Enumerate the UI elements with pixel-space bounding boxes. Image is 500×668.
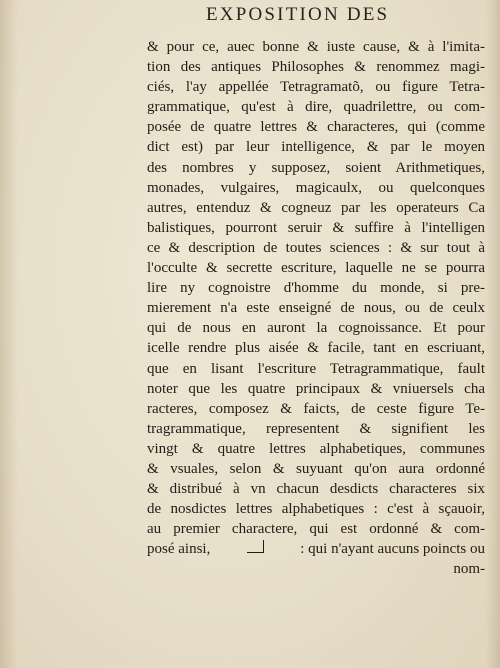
- text-line: racteres, composez & faicts, de ceste figure Te-: [147, 400, 485, 417]
- text-line: icelle rendre plus aisée & facile, tant en escriuant,: [147, 340, 485, 357]
- text-line: vingt & quatre lettres alphabetiques, communes: [147, 440, 485, 457]
- text-line: autres, entenduz & cogneuz par les operateurs Ca: [147, 199, 485, 216]
- text-line: mierement n'a este enseigné de nous, ou de ceulx: [147, 300, 485, 317]
- text-line: noter que les quatre principaux & vniuersels cha: [147, 380, 485, 397]
- text-line: balistiques, pourront seruir & suffire à l'intelligen: [147, 219, 485, 236]
- text-after-figure: : qui n'ayant aucuns poincts ou: [300, 541, 485, 558]
- text-line: & pour ce, auec bonne & iuste cause, & à l'imita-: [147, 39, 485, 55]
- text-line: des nombres y supposez, soient Arithmetiques,: [147, 159, 485, 176]
- text-line: ce & description de toutes sciences : & sur tout à: [147, 239, 485, 256]
- text-line: au premier charactere, qui est ordonné & com-: [147, 521, 485, 538]
- text-line-with-figure: [147, 539, 485, 559]
- text-line: dict est) par leur intelligence, & par le moyen: [147, 139, 485, 156]
- text-line: ciés, l'ay appellée Tetragramatõ, ou figure Tetra-: [147, 79, 485, 96]
- text-line: grammatique, qu'est à dire, quadrilettre, ou com-: [147, 99, 485, 116]
- text-line: & vsuales, selon & suyuant qu'on aura ordonné: [147, 460, 485, 477]
- tetragrammatic-character-icon: [247, 540, 264, 553]
- text-line: tragrammatique, representent & signifient les: [147, 420, 485, 437]
- body-text: [147, 37, 485, 580]
- text-line: & distribué à vn chacun desdicts characteres six: [147, 481, 485, 498]
- catchword: nom-: [453, 561, 485, 578]
- text-line: l'occulte & secrette escriture, laquelle ne se pourra: [147, 260, 485, 277]
- text-line: tion des antiques Philosophes & renommez magi-: [147, 59, 485, 76]
- text-line: de nosdictes lettres alphabetiques : c'est à sçauoir,: [147, 501, 485, 518]
- text-line: qui de nous en auront la cognoissance. Et pour: [147, 320, 485, 337]
- text-before-figure: posé ainsi,: [147, 541, 211, 558]
- text-line: lire ny cognoistre d'homme du monde, si pre-: [147, 280, 485, 297]
- text-line: que en lisant l'escriture Tetragrammatique, fault: [147, 360, 485, 377]
- text-line: monades, vulgaires, magicaulx, ou quelconques: [147, 179, 485, 196]
- text-line: posée de quatre lettres & characteres, qui (comme: [147, 119, 485, 136]
- running-head: EXPOSITION DES: [206, 4, 390, 25]
